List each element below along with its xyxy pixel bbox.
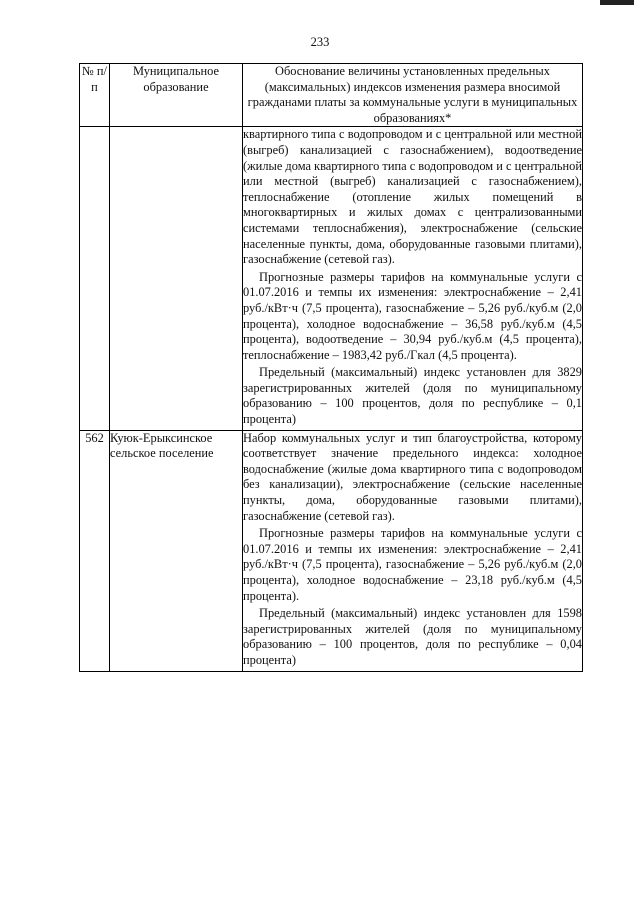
justification-paragraph: Предельный (максимальный) индекс установлен для 3829 зарегистрированных жителей (доля по муниципальному образованию – 100 процентов, доля по республике – 0,1 процента) [243, 365, 582, 427]
justification-paragraph: квартирного типа с водопроводом и с центральной или местной (выгреб) канализацией с газоснабжением), водоотведение (жилые дома квартирного типа с водопроводом и с центральной или местной (выгреб) канализацией с газоснабжением), теплоснабжение (отопление жилых помещений в многоквартирных и жилых домах с централизованными системами теплоснабжения), электроснабжение (сельские населенные пункты, дома, оборудованные газовыми плитами), газоснабжение (сетевой газ). [243, 127, 582, 267]
header-number: № п/п [80, 64, 110, 127]
header-justification: Обоснование величины установленных предельных (максимальных) индексов изменения размера вносимой гражданами платы за коммунальные услуги в муниципальных образованиях* [243, 64, 583, 127]
row-justification [243, 430, 583, 671]
header-municipality: Муниципальное образование [110, 64, 243, 127]
justification-paragraph: Прогнозные размеры тарифов на коммунальные услуги с 01.07.2016 и темпы их изменения: электроснабжение – 2,41 руб./кВт·ч (7,5 процента), газоснабжение – 5,26 руб./куб.м (2,0 процента), холодное водоснабжение – 36,58 руб./куб.м (4,5 процента), водоотведение – 30,94 руб./куб.м (4,5 процента), теплоснабжение – 1983,42 руб./Гкал (4,5 процента). [243, 269, 582, 362]
indices-table [79, 63, 583, 672]
justification-paragraph: Прогнозные размеры тарифов на коммунальные услуги с 01.07.2016 и темпы их изменения: электроснабжение – 2,41 руб./кВт·ч (7,5 процента), газоснабжение – 5,26 руб./куб.м (2,0 процента), холодное водоснабжение – 23,18 руб./куб.м (4,5 процента). [243, 526, 582, 603]
row-municipality [110, 127, 243, 430]
page-number: 233 [310, 35, 330, 49]
table-row [80, 430, 583, 671]
scan-edge-mark [600, 0, 634, 5]
row-number: 562 [80, 430, 110, 671]
justification-paragraph: Предельный (максимальный) индекс установлен для 1598 зарегистрированных жителей (доля по муниципальному образованию – 100 процентов, доля по республике – 0,04 процента) [243, 606, 582, 667]
row-number [80, 127, 110, 430]
row-municipality: Куюк-Ерыксинское сельское поселение [110, 430, 243, 671]
row-justification [243, 127, 583, 430]
table-row [80, 127, 583, 430]
justification-paragraph: Набор коммунальных услуг и тип благоустройства, которому соответствует значение предельного индекса: холодное водоснабжение (жилые дома квартирного типа с водопроводом без канализации), электроснабжение (сельские населенные пункты, дома, оборудованные газовыми плитами), газоснабжение (сетевой газ). [243, 430, 582, 523]
table-header-row [80, 64, 583, 127]
